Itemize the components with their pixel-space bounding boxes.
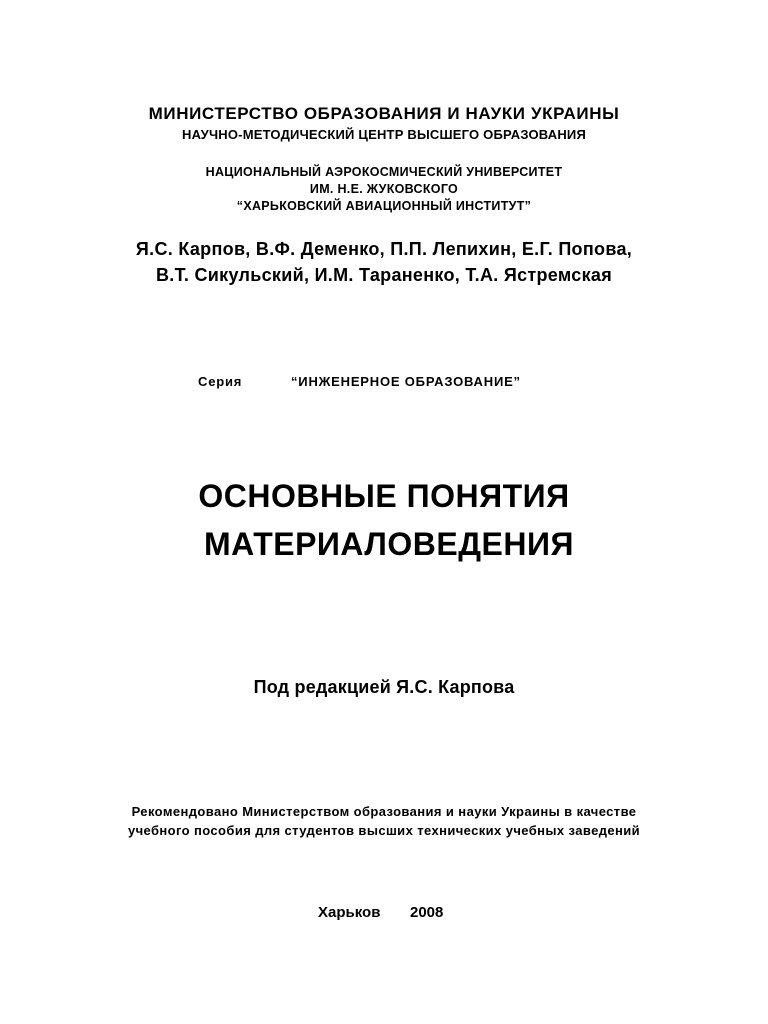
book-title-line-1: ОСНОВНЫЕ ПОНЯТИЯ (198, 478, 570, 514)
institute-name: “ХАРЬКОВСКИЙ АВИАЦИОННЫЙ ИНСТИТУТ” (236, 199, 532, 213)
imprint-city: Харьков (318, 904, 381, 921)
imprint-year: 2008 (410, 904, 444, 921)
university-named-after: ИМ. Н.Е. ЖУКОВСКОГО (309, 182, 459, 196)
editor-credit: Под редакцией Я.С. Карпова (253, 677, 515, 697)
recommendation-line-1: Рекомендовано Министерством образования и науки Украины в качестве (131, 804, 637, 819)
university-name: НАЦИОНАЛЬНЫЙ АЭРОКОСМИЧЕСКИЙ УНИВЕРСИТЕТ (205, 165, 563, 179)
authors-line-1: Я.С. Карпов, В.Ф. Деменко, П.П. Лепихин, Е.Г. Попова, (135, 239, 633, 259)
authors-line-2: В.Т. Сикульский, И.М. Тараненко, Т.А. Ястремская (156, 265, 612, 285)
series-name: “ИНЖЕНЕРНОЕ ОБРАЗОВАНИЕ” (291, 374, 521, 389)
series-label: Серия (198, 374, 243, 389)
method-center-heading: НАУЧНО-МЕТОДИЧЕСКИЙ ЦЕНТР ВЫСШЕГО ОБРАЗОВАНИЯ (181, 127, 587, 142)
ministry-heading: МИНИСТЕРСТВО ОБРАЗОВАНИЯ И НАУКИ УКРАИНЫ (148, 104, 620, 123)
book-title-line-2: МАТЕРИАЛОВЕДЕНИЯ (204, 526, 574, 562)
recommendation-line-2: учебного пособия для студентов высших технических учебных заведений (127, 823, 641, 838)
